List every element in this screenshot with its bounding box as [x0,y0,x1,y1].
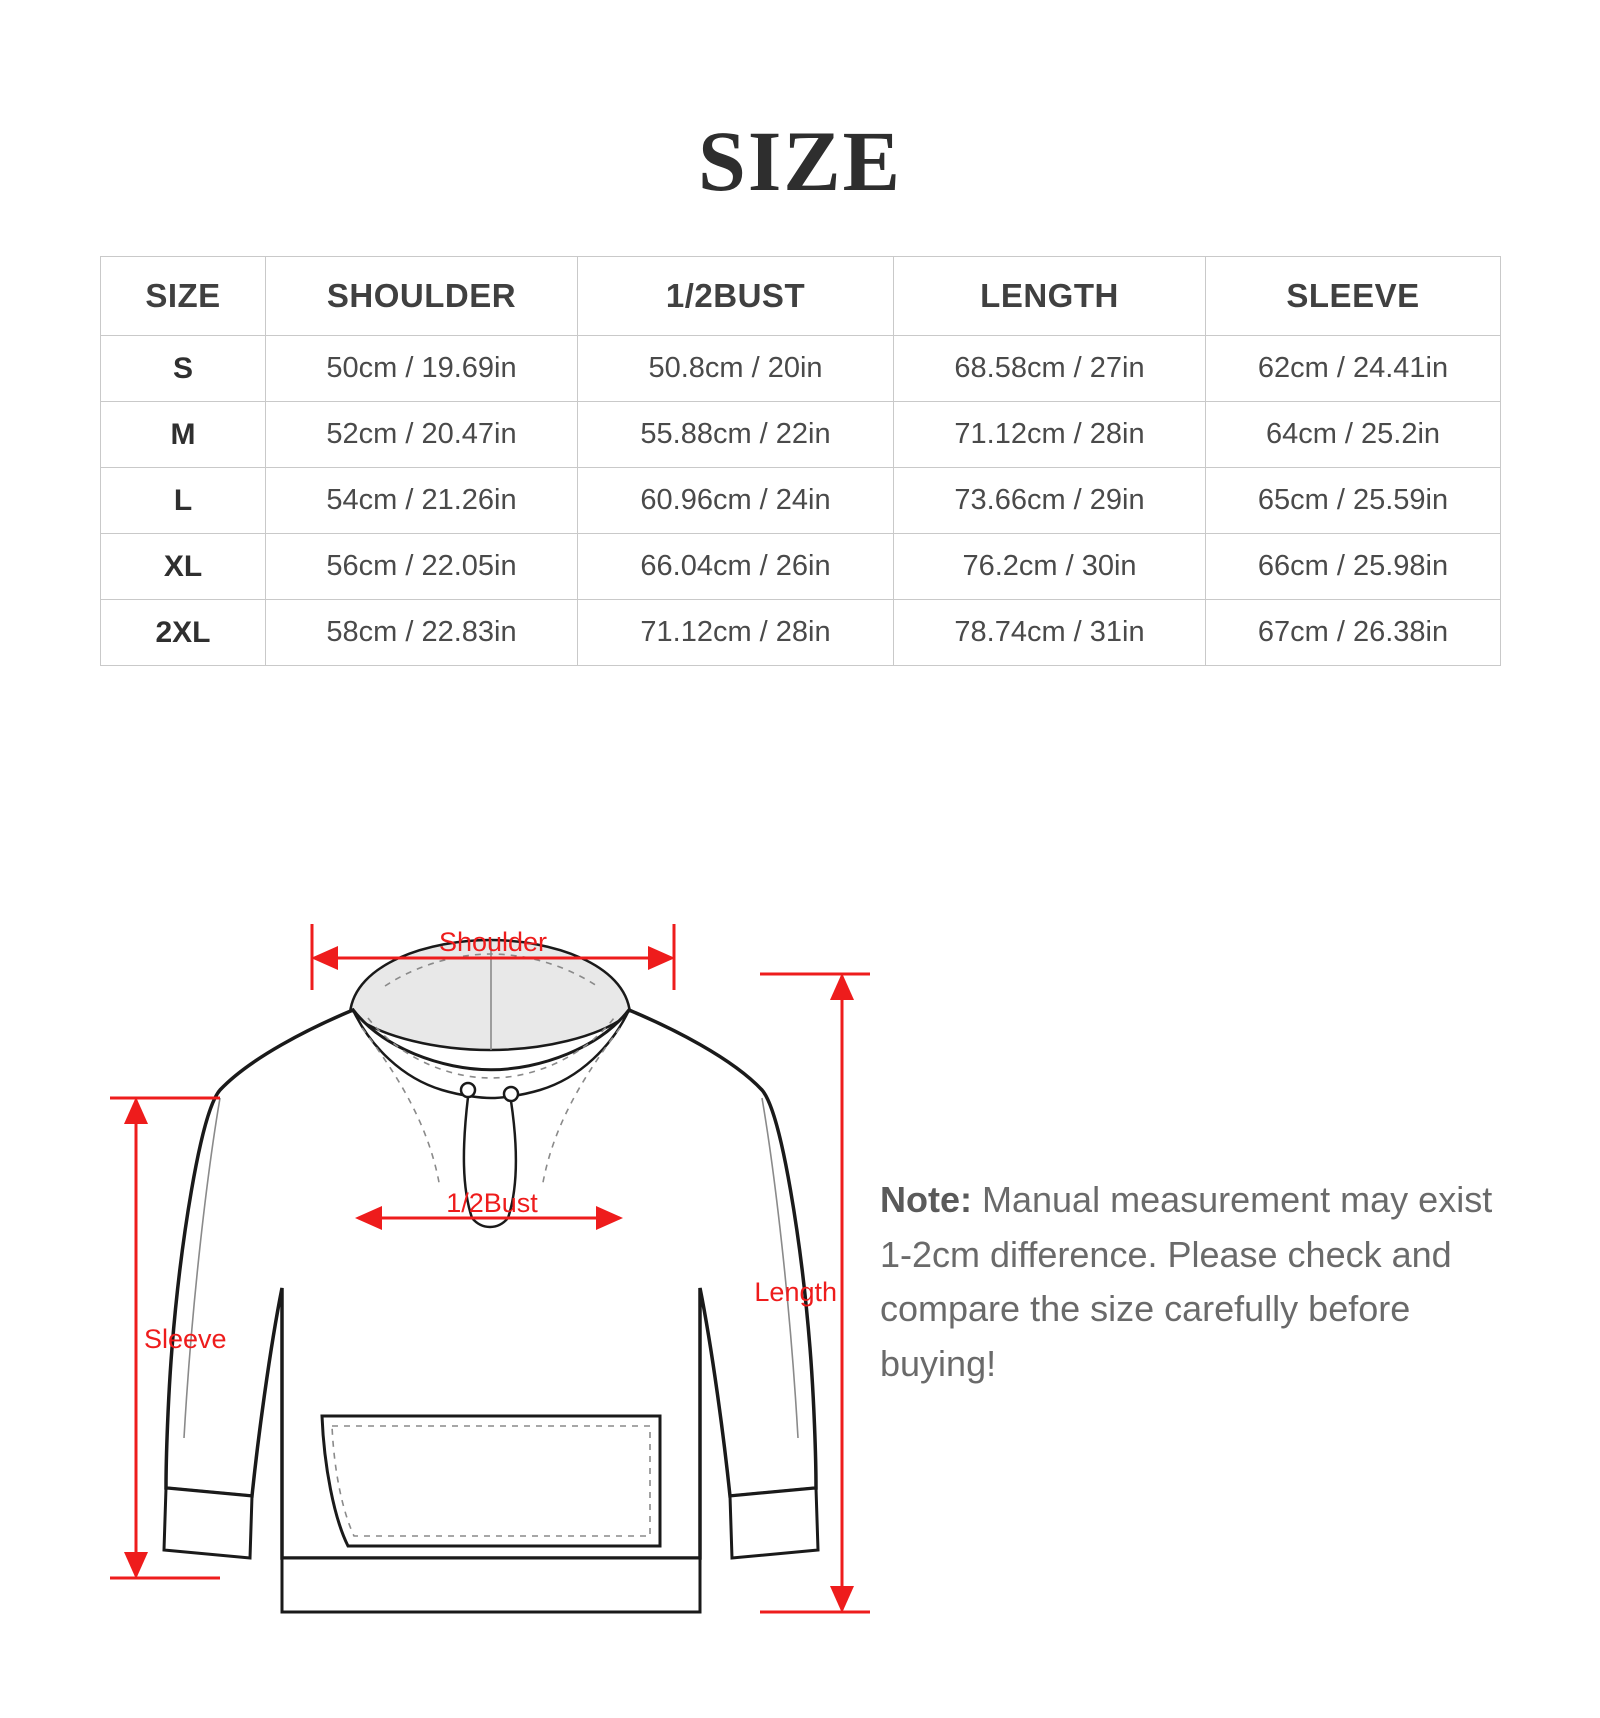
shoulder-label: Shoulder [438,927,548,957]
cell-size: S [101,336,266,402]
column-header-shoulder: SHOULDER [266,257,578,336]
hoodie-illustration [164,940,818,1612]
column-header-size: SIZE [101,257,266,336]
cell-shoulder: 50cm / 19.69in [266,336,578,402]
table-row [101,402,1501,468]
bust-label: 1/2Bust [446,1188,538,1218]
cell-size: M [101,402,266,468]
cell-length: 68.58cm / 27in [894,336,1206,402]
size-chart-table [100,256,1501,666]
column-header-bust: 1/2BUST [578,257,894,336]
cell-bust: 55.88cm / 22in [578,402,894,468]
table-row [101,534,1501,600]
cell-sleeve: 64cm / 25.2in [1206,402,1501,468]
cell-sleeve: 62cm / 24.41in [1206,336,1501,402]
cell-sleeve: 65cm / 25.59in [1206,468,1501,534]
cell-length: 78.74cm / 31in [894,600,1206,666]
table-row [101,600,1501,666]
cell-length: 73.66cm / 29in [894,468,1206,534]
cell-size: L [101,468,266,534]
table-row [101,336,1501,402]
cell-bust: 71.12cm / 28in [578,600,894,666]
note-text: Manual measurement may exist 1-2cm difference. Please check and compare the size carefully before buying! [880,1179,1493,1385]
note-label: Note: [880,1179,972,1220]
cell-bust: 60.96cm / 24in [578,468,894,534]
length-label: Length [754,1277,837,1307]
hoodie-measurement-diagram [100,918,880,1638]
note-block [880,1173,1520,1392]
cell-size: XL [101,534,266,600]
cell-length: 76.2cm / 30in [894,534,1206,600]
cell-sleeve: 66cm / 25.98in [1206,534,1501,600]
size-table-container [100,256,1500,666]
cell-sleeve: 67cm / 26.38in [1206,600,1501,666]
table-header-row [101,257,1501,336]
cell-shoulder: 52cm / 20.47in [266,402,578,468]
column-header-sleeve: SLEEVE [1206,257,1501,336]
cell-shoulder: 58cm / 22.83in [266,600,578,666]
cell-shoulder: 54cm / 21.26in [266,468,578,534]
cell-bust: 66.04cm / 26in [578,534,894,600]
sleeve-label: Sleeve [144,1324,227,1354]
cell-shoulder: 56cm / 22.05in [266,534,578,600]
cell-length: 71.12cm / 28in [894,402,1206,468]
column-header-length: LENGTH [894,257,1206,336]
cell-size: 2XL [101,600,266,666]
page-title: SIZE [697,113,903,209]
table-row [101,468,1501,534]
cell-bust: 50.8cm / 20in [578,336,894,402]
